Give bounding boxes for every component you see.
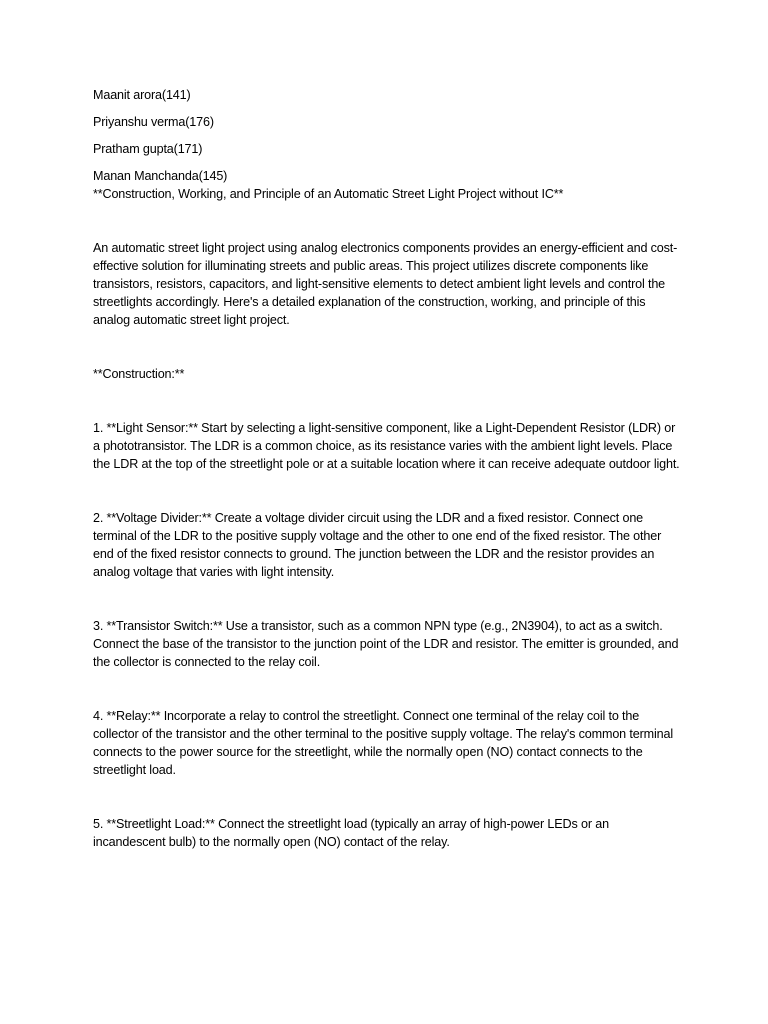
document-body: [93, 86, 683, 887]
author-line: Priyanshu verma(176): [93, 115, 214, 129]
step-paragraph: 5. **Streetlight Load:** Connect the streetlight load (typically an array of high-power LEDs or an incandescent bulb) to the normally open (NO) contact of the relay.: [93, 817, 609, 849]
step-paragraph: 1. **Light Sensor:** Start by selecting a light-sensitive component, like a Light-Dependent Resistor (LDR) or a phototransistor. The LDR is a common choice, as its resistance varies with the ambient light levels. Place the LDR at the top of the streetlight pole or at a suitable location where it can receive adequate outdoor light.: [93, 421, 680, 471]
author-line: Manan Manchanda(145): [93, 169, 228, 183]
step-paragraph: 2. **Voltage Divider:** Create a voltage divider circuit using the LDR and a fixed resistor. Connect one terminal of the LDR to the positive supply voltage and the other to one end of the fixed resistor. The other end of the fixed resistor connects to ground. The junction between the LDR and the resistor provides an analog voltage that varies with light intensity.: [93, 511, 662, 579]
construction-heading: **Construction:**: [93, 367, 185, 381]
author-line: Pratham gupta(171): [93, 142, 203, 156]
author-line: Maanit arora(141): [93, 88, 191, 102]
intro-paragraph: An automatic street light project using analog electronics components provides an energy-efficient and cost-effective solution for illuminating streets and public areas. This project utilizes discrete components like transistors, resistors, capacitors, and light-sensitive elements to detect ambient light levels and control the streetlights accordingly. Here's a detailed explanation of the construction, working, and principle of this analog automatic street light project.: [93, 241, 678, 327]
document-title: **Construction, Working, and Principle of an Automatic Street Light Project without IC**: [93, 187, 564, 201]
step-paragraph: 3. **Transistor Switch:** Use a transistor, such as a common NPN type (e.g., 2N3904), to act as a switch. Connect the base of the transistor to the junction point of the LDR and resistor. The emitter is grounded, and the collector is connected to the relay coil.: [93, 619, 679, 669]
step-paragraph: 4. **Relay:** Incorporate a relay to control the streetlight. Connect one terminal of the relay coil to the collector of the transistor and the other terminal to the positive supply voltage. The relay's common terminal connects to the power source for the streetlight, while the normally open (NO) contact connects to the streetlight load.: [93, 709, 673, 777]
